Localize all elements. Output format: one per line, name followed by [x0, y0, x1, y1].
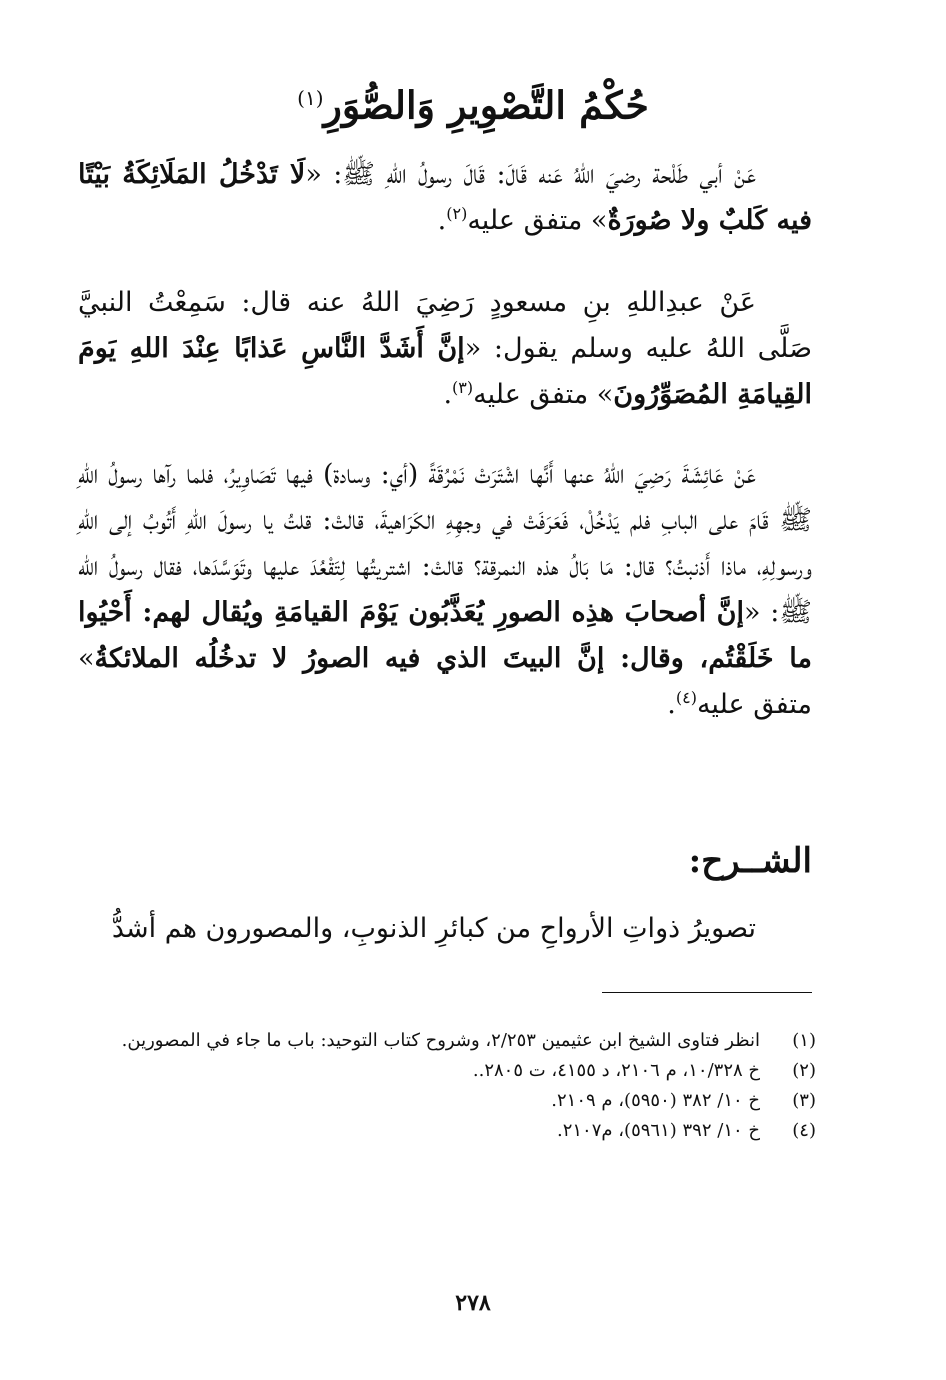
hadith-1-quote: لَا تَدْخُلُ المَلَائِكَةُ بَيْتًا فيه كَلبٌ ولا صُورَةٌ — [78, 159, 812, 236]
hadith-2-footnote-ref: (٣) — [452, 378, 474, 397]
hadith-2-intro: عَنْ عبدِاللهِ بنِ مسعودٍ رَضِيَ اللهُ عنه قال: سَمِعْتُ النبيَّ صَلَّى اللهُ عليه وسلم يقول: « — [78, 287, 812, 364]
footnote-text: خ ١٠/٣٢٨، م ٢١٠٦، د ٤١٥٥، ت ٢٨٠٥.. — [472, 1060, 760, 1081]
footnote-divider — [602, 992, 812, 993]
hadith-1-footnote-ref: (٢) — [446, 204, 468, 223]
hadith-paragraph-2 — [78, 280, 812, 418]
footnote-item — [80, 1056, 816, 1086]
footnote-item — [80, 1086, 816, 1116]
hadith-3-end: . — [667, 689, 676, 720]
title-text: حُكْمُ التَّصْوِيرِ وَالصُّوَرِ — [323, 82, 649, 128]
footnote-text: خ ١٠/ ٣٨٢ (٥٩٥٠)، م ٢١٠٩. — [551, 1090, 760, 1111]
footnote-item — [80, 1026, 816, 1056]
hadith-1-end: . — [437, 205, 447, 236]
page-title — [0, 70, 946, 134]
footnote-number: (١) — [792, 1030, 816, 1051]
hadith-3-footnote-ref: (٤) — [675, 688, 697, 707]
footnote-text: انظر فتاوى الشيخ ابن عثيمين ٢/٢٥٣، وشروح كتاب التوحيد: باب ما جاء في المصورين. — [121, 1030, 760, 1051]
footnote-number: (٤) — [792, 1120, 816, 1141]
hadith-3-outro: » متفق عليه — [78, 643, 812, 720]
hadith-1-intro: عَنْ أبي طَلْحة رضيَ اللهُ عَنه قَالَ: قَالَ رسولُ اللهِ ﷺ: « — [305, 159, 757, 190]
footnote-number: (٣) — [792, 1090, 816, 1111]
hadith-2-quote: إنَّ أَشَدَّ النَّاسِ عَذابًا عِنْدَ اللهِ يَومَ القِيامَةِ المُصَوِّرُونَ — [78, 333, 812, 410]
section-heading-commentary: الشــرح: — [688, 841, 812, 881]
hadith-paragraph-1 — [78, 152, 812, 244]
footnote-text: خ ١٠/ ٣٩٢ (٥٩٦١)، م٢١٠٧. — [556, 1120, 760, 1141]
title-footnote-ref: (١) — [297, 86, 324, 110]
footnote-item — [80, 1116, 816, 1146]
hadith-3-intro: عَنْ عَائِشَةَ رَضِيَ اللهُ عنها أَنَّها اشْتَرَتْ نَمْرُقَةً (أي: وسادة) فيها تَصَاوِيرُ، فلما رآها رسولُ اللهِ ﷺ قَامَ على البابِ فلم يَدْخُلْ، فَعَرَفَتْ في وجهِهِ الكَرَاهيةَ، قالتْ: قلتُ يا رسولَ اللهِ أَتُوبُ إلى اللهِ ورسولِهِ، ماذا أَذنبتُ؟ قال: مَا بَالُ هذه النمرقة؟ قالتْ: اشتريتُها لِتَقْعُدَ عليها وتَوَسَّدَها، فقال رسولُ الله ﷺ: « — [78, 459, 812, 628]
footnote-number: (٢) — [792, 1060, 816, 1081]
hadith-1-outro: » متفق عليه — [467, 205, 608, 236]
page-number: ٢٧٨ — [455, 1290, 491, 1316]
hadith-2-outro: » متفق عليه — [473, 379, 614, 410]
hadith-2-end: . — [443, 379, 453, 410]
footnotes — [80, 1026, 816, 1146]
hadith-3-quote: إنَّ أصحابَ هذِه الصورِ يُعَذَّبُون يَوْمَ القيامَةِ ويُقال لهم: أَحْيُوا ما خَلَقْتُم، وقال: إنَّ البيتَ الذي فيه الصورُ لا تدخُلُه الملائكةُ — [78, 597, 812, 674]
hadith-paragraph-3 — [78, 452, 812, 728]
commentary-paragraph: تصويرُ ذواتِ الأرواحِ من كبائرِ الذنوبِ، والمصورون هم أشدُّ — [111, 913, 756, 944]
